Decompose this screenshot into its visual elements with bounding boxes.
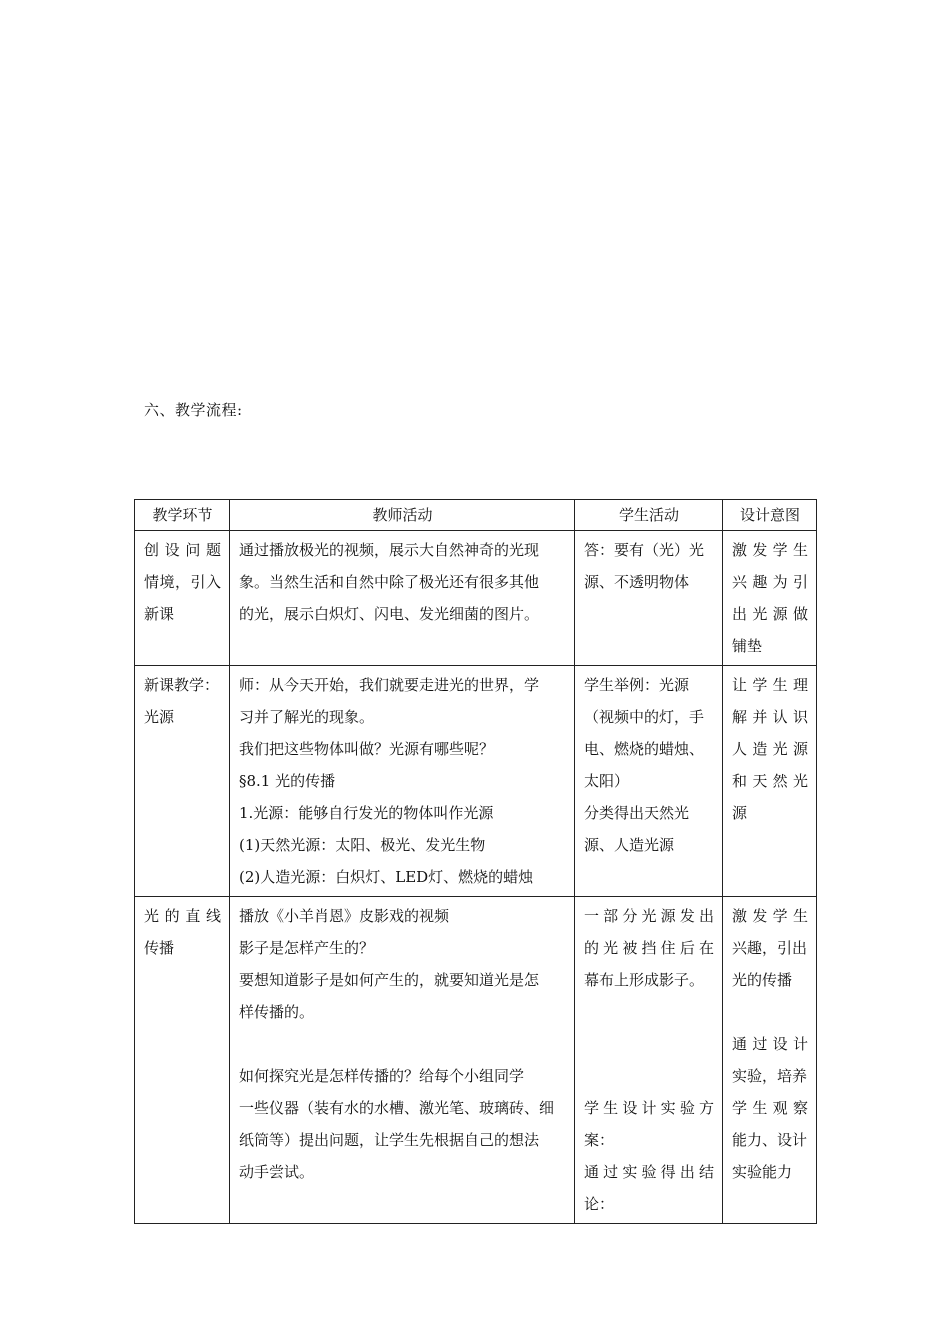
cell-line: 光的传播 xyxy=(732,971,793,989)
blank-line xyxy=(239,1028,566,1060)
cell-line: 习并了解光的现象。 xyxy=(239,708,375,726)
blank-line xyxy=(732,996,808,1028)
cell-line: 通过设计 xyxy=(732,1035,808,1053)
header-teacher-activity: 教师活动 xyxy=(230,500,575,531)
table-row xyxy=(135,897,817,1224)
cell-line: 实验，培养 xyxy=(732,1067,808,1085)
cell-line: 铺垫 xyxy=(732,637,763,655)
cell-line: 通过实验得出结 xyxy=(584,1163,714,1181)
cell-line: 要想知道影子是如何产生的，就要知道光是怎 xyxy=(239,971,540,989)
cell-line: 的光，展示白炽灯、闪电、发光细菌的图片。 xyxy=(239,605,540,623)
cell-line: 分类得出天然光 xyxy=(584,804,690,822)
cell-line: 样传播的。 xyxy=(239,1003,315,1021)
cell-line: (2)人造光源：白炽灯、LED灯、燃烧的蜡烛 xyxy=(239,868,534,886)
cell-line: (1)天然光源：太阳、极光、发光生物 xyxy=(239,836,486,854)
cell-line: 情境，引入 xyxy=(144,573,221,591)
section-heading: 六、教学流程: xyxy=(144,401,243,419)
blank-line xyxy=(584,1060,714,1092)
header-design-intent: 设计意图 xyxy=(723,500,817,531)
student-activity-cell xyxy=(575,897,723,1224)
cell-line: 一部分光源发出 xyxy=(584,907,714,925)
cell-line: 答：要有（光）光 xyxy=(584,541,705,559)
cell-line: 新课教学： xyxy=(144,676,220,694)
cell-line: 幕布上形成影子。 xyxy=(584,971,705,989)
student-activity-cell xyxy=(575,531,723,666)
student-activity-cell xyxy=(575,666,723,897)
teacher-activity-cell xyxy=(230,897,575,1224)
cell-line: 光源 xyxy=(144,708,175,726)
cell-line: 1.光源：能够自行发光的物体叫作光源 xyxy=(239,804,494,822)
cell-line: 兴趣，引出 xyxy=(732,939,808,957)
table-row xyxy=(135,531,817,666)
cell-line: 如何探究光是怎样传播的？给每个小组同学 xyxy=(239,1067,525,1085)
stage-cell xyxy=(135,897,230,1224)
header-stage: 教学环节 xyxy=(135,500,230,531)
cell-line: （视频中的灯，手 xyxy=(584,708,705,726)
cell-line: 兴趣为引 xyxy=(732,573,808,591)
blank-line xyxy=(584,996,714,1028)
cell-line: 源 xyxy=(732,804,748,822)
cell-line: 光的直线 xyxy=(144,907,221,925)
cell-line: 论： xyxy=(584,1195,615,1213)
teacher-activity-cell xyxy=(230,531,575,666)
cell-line: 一些仪器（装有水的水槽、激光笔、玻璃砖、细 xyxy=(239,1099,555,1117)
cell-line: 人造光源 xyxy=(732,740,808,758)
teacher-activity-cell xyxy=(230,666,575,897)
cell-line: 我们把这些物体叫做？光源有哪些呢？ xyxy=(239,740,495,758)
design-intent-cell xyxy=(723,666,817,897)
cell-line: 源、不透明物体 xyxy=(584,573,690,591)
cell-line: 能力、设计 xyxy=(732,1131,808,1149)
table-header-row xyxy=(135,500,817,531)
cell-line: 通过播放极光的视频，展示大自然神奇的光现 xyxy=(239,541,540,559)
cell-line: 出光源做 xyxy=(732,605,808,623)
cell-line: 象。当然生活和自然中除了极光还有很多其他 xyxy=(239,573,540,591)
cell-line: 师：从今天开始，我们就要走进光的世界，学 xyxy=(239,676,540,694)
cell-line: 太阳） xyxy=(584,772,630,790)
design-intent-cell xyxy=(723,531,817,666)
cell-line: 电、燃烧的蜡烛、 xyxy=(584,740,705,758)
blank-line xyxy=(584,1028,714,1060)
teaching-flow-table xyxy=(134,499,817,1224)
stage-cell xyxy=(135,531,230,666)
cell-line: 激发学生 xyxy=(732,907,808,925)
cell-line: 新课 xyxy=(144,605,175,623)
cell-line: 学生举例：光源 xyxy=(584,676,690,694)
cell-line: 激发学生 xyxy=(732,541,808,559)
cell-line: 学生设计实验方 xyxy=(584,1099,714,1117)
cell-line: 播放《小羊肖恩》皮影戏的视频 xyxy=(239,907,450,925)
cell-line: 源、人造光源 xyxy=(584,836,675,854)
cell-line: 动手尝试。 xyxy=(239,1163,315,1181)
cell-line: 和天然光 xyxy=(732,772,808,790)
cell-line: 传播 xyxy=(144,939,175,957)
cell-line: 案： xyxy=(584,1131,615,1149)
cell-line: 解并认识 xyxy=(732,708,808,726)
cell-line: §8.1 光的传播 xyxy=(239,772,336,790)
header-student-activity: 学生活动 xyxy=(575,500,723,531)
cell-line: 的光被挡住后在 xyxy=(584,939,714,957)
cell-line: 纸筒等）提出问题，让学生先根据自己的想法 xyxy=(239,1131,540,1149)
cell-line: 让学生理 xyxy=(732,676,808,694)
cell-line: 学生观察 xyxy=(732,1099,808,1117)
cell-line: 影子是怎样产生的？ xyxy=(239,939,375,957)
cell-line: 实验能力 xyxy=(732,1163,793,1181)
table-row xyxy=(135,666,817,897)
stage-cell xyxy=(135,666,230,897)
cell-line: 创设问题 xyxy=(144,541,221,559)
design-intent-cell xyxy=(723,897,817,1224)
